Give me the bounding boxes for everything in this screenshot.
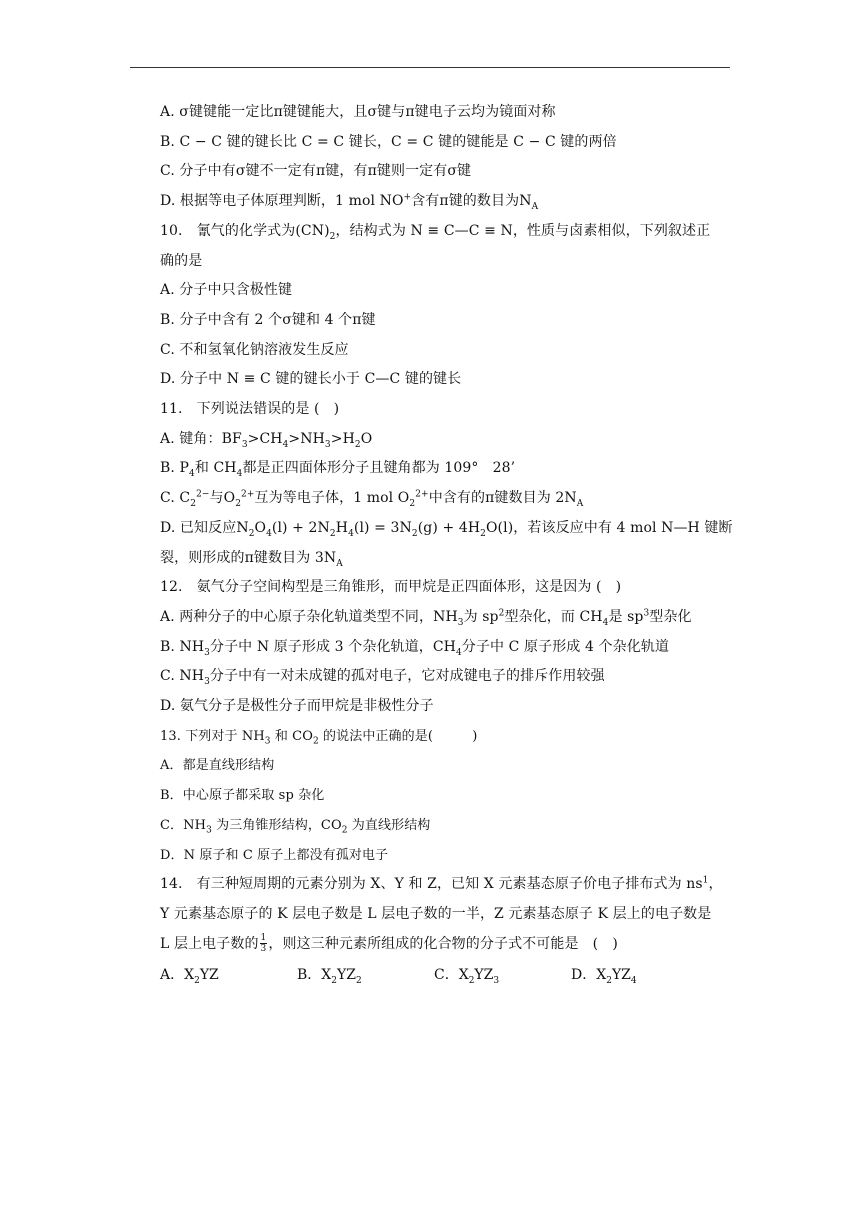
q14-stem-cont2: L 层上电子数的 $\frac{1}{3}$ ，则这三种元素所组成的化合物的分子式不可能是 ( )	[160, 933, 618, 955]
q11-option-d-cont: 裂，则形成的π键数目为 $3N_A$	[160, 549, 343, 569]
q10-option-c: C. 不和氢氧化钠溶液发生反应	[160, 341, 349, 358]
q13-stem: 13. 下列对于 $NH_3$ 和 $CO_2$ 的说法中正确的是( )	[160, 728, 478, 747]
q11-option-d: D. 已知反应$N_2O_4(l) + 2N_2H_4(l) = 3N_2(g) + 4H_2O(l)$，若该反应中有 4 mol N—H 键断	[160, 519, 733, 539]
q14-options	[160, 959, 740, 992]
q11-option-b: B. $P_4$和 $CH_4$都是正四面体形分子且键角都为 109° 28’	[160, 460, 516, 480]
q12-stem: 12. 氨气分子空间构型是三角锥形，而甲烷是正四面体形，这是因为 ( )	[160, 579, 622, 596]
q12-option-c: C. $NH_3$分子中有一对未成键的孤对电子，它对成键电子的排斥作用较强	[160, 668, 605, 688]
q10-stem: 10. 氰气的化学式为$(CN)_2$，结构式为 N ≡ C—C ≡ N，性质与卤素相似，下列叙述正	[160, 222, 711, 242]
q14-option-d: D．$X_2YZ_4$	[571, 967, 637, 987]
q11-option-c: C. $C_2^{2-}$与$O_2^{2+}$互为等电子体，1 mol $O_2^{2+}$中含有的π键数目为 $2N_A$	[160, 489, 584, 509]
q10-stem-cont: 确的是	[160, 252, 203, 269]
header-rule	[130, 67, 730, 68]
q13-option-c: C．$NH_3$ 为三角锥形结构，$CO_2$ 为直线形结构	[160, 817, 431, 836]
q14-option-a: A．$X_2YZ$	[160, 967, 219, 987]
fraction-one-third: $\frac{1}{3}$	[260, 933, 267, 955]
q10-option-b: B. 分子中含有 2 个σ键和 4 个π键	[160, 311, 376, 328]
q9-option-d: D. 根据等电子体原理判断，1 mol NO+含有π键的数目为$N_A$	[160, 192, 539, 212]
q12-option-d: D. 氨气分子是极性分子而甲烷是非极性分子	[160, 698, 434, 715]
q9-option-a: A. σ键键能一定比π键键能大，且σ键与π键电子云均为镜面对称	[160, 104, 556, 120]
q13-option-d: D．N 原子和 C 原子上都没有孤对电子	[160, 847, 389, 863]
q13-option-b: B．中心原子都采取 sp 杂化	[160, 788, 325, 804]
q11-stem: 11. 下列说法错误的是 ( )	[160, 401, 340, 418]
q10-option-d: D. 分子中 N ≡ C 键的键长小于 C—C 键的键长	[160, 371, 462, 388]
q14-stem: 14. 有三种短周期的元素分别为 X、Y 和 Z，已知 X 元素基态原子价电子排布式为 $ns^1$，	[160, 875, 723, 893]
q13-option-a: A．都是直线形结构	[160, 758, 275, 774]
q14-option-b: B．$X_2YZ_2$	[297, 967, 362, 987]
q9-option-b: B. C − C 键的键长比 C = C 键长，C = C 键的键能是 C − C 键的两倍	[160, 133, 617, 150]
q12-option-b: B. $NH_3$分子中 N 原子形成 3 个杂化轨道，$CH_4$分子中 C 原子形成 4 个杂化轨道	[160, 638, 670, 658]
q10-option-a: A. 分子中只含极性键	[160, 282, 293, 299]
q9-option-c: C. 分子中有σ键不一定有π键，有π键则一定有σ键	[160, 163, 472, 180]
q12-option-a: A. 两种分子的中心原子杂化轨道类型不同，$NH_3$为 $sp^2$型杂化，而 $CH_4$是 $sp^3$型杂化	[160, 608, 692, 628]
q14-option-c: C．$X_2YZ_3$	[434, 967, 500, 987]
document-body	[160, 98, 740, 992]
q11-option-a: A. 键角：$BF_3>CH_4>NH_3>H_2O$	[160, 430, 373, 450]
q14-stem-cont: Y 元素基态原子的 K 层电子数是 L 层电子数的一半，Z 元素基态原子 K 层上的电子数是	[160, 905, 712, 922]
